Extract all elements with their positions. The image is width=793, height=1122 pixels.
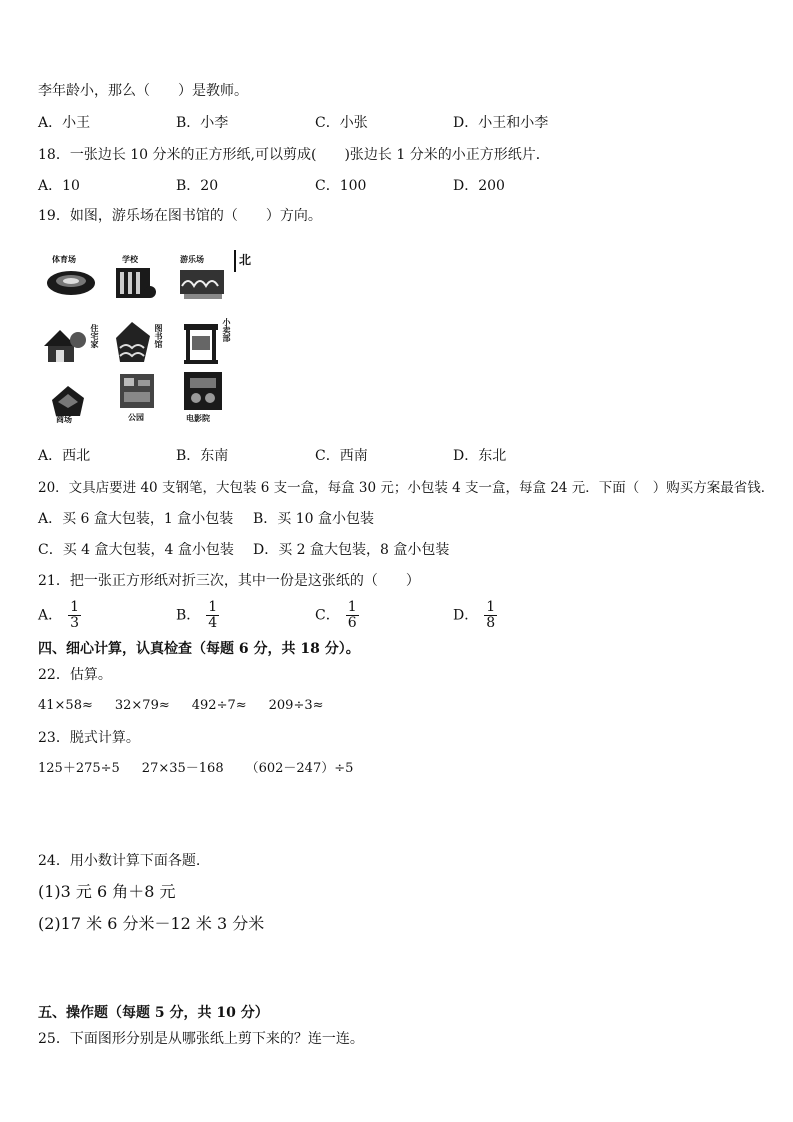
q19-stem: 19．如图，游乐场在图书馆的（ ）方向。 [38, 208, 322, 224]
q20-option-a[interactable]: A．买 6 盒大包装，1 盒小包装 [38, 511, 234, 527]
home-place [40, 316, 110, 378]
q21-option-c[interactable] [315, 600, 359, 631]
q23-item: 125＋275÷5 [38, 761, 120, 776]
q18-option-d[interactable]: D．200 [453, 178, 505, 194]
fraction-one-quarter [206, 600, 219, 631]
fraction-numerator: 1 [70, 599, 80, 615]
q22-item: 492÷7≈ [191, 698, 247, 713]
q17-option-b[interactable]: B．小李 [176, 115, 229, 131]
mall-icon [44, 376, 104, 428]
fraction-one-third [68, 600, 81, 631]
fraction-numerator: 1 [347, 599, 357, 615]
library-place [110, 316, 180, 378]
mall-label: 商场 [56, 415, 72, 424]
q18-option-c[interactable]: C．100 [315, 178, 367, 194]
home-label: 住宅家 [90, 324, 99, 348]
cinema-place [180, 370, 250, 432]
mall-place [44, 376, 114, 438]
q22-item: 41×58≈ [38, 698, 93, 713]
q19-option-a[interactable]: A．西北 [38, 448, 91, 464]
q17-option-d[interactable]: D．小王和小李 [453, 115, 549, 131]
q21-option-d-label: D． [453, 607, 479, 624]
q23-item: 27×35－168 [141, 761, 224, 776]
north-label: 北 [239, 253, 252, 267]
school-label: 学校 [122, 255, 138, 264]
fraction-denominator: 6 [347, 615, 357, 631]
q19-option-d[interactable]: D．东北 [453, 448, 507, 464]
stadium-place [43, 250, 113, 312]
q20-option-c[interactable]: C．买 4 盒大包装，4 盒小包装 [38, 542, 234, 558]
q23-item: （602－247）÷5 [245, 761, 354, 776]
fraction-denominator: 4 [208, 615, 218, 631]
q24-item-1: (1)3 元 6 角＋8 元 [38, 882, 176, 901]
library-label: 图书馆 [154, 324, 163, 348]
q21-option-a-label: A． [38, 607, 63, 624]
q21-option-a[interactable] [38, 600, 81, 631]
q21-stem: 21．把一张正方形纸对折三次，其中一份是这张纸的（ ） [38, 573, 420, 589]
q17-option-a[interactable]: A．小王 [38, 115, 91, 131]
fraction-denominator: 3 [70, 615, 80, 631]
stadium-label: 体育场 [52, 255, 76, 264]
section-5-title: 五、操作题（每题 5 分，共 10 分） [38, 1005, 269, 1021]
q18-option-a[interactable]: A．10 [38, 178, 80, 194]
fraction-one-sixth [346, 600, 359, 631]
q22-item: 209÷3≈ [268, 698, 324, 713]
q17-stem-tail: 李年龄小，那么（ ）是教师。 [38, 83, 248, 99]
q22-items [38, 697, 346, 715]
school-icon [110, 250, 170, 302]
q23-items [38, 760, 375, 778]
shop-label: 小卖部 [222, 318, 231, 342]
q22-item: 32×79≈ [114, 698, 170, 713]
q24-stem: 24．用小数计算下面各题. [38, 853, 201, 869]
q18-stem: 18．一张边长 10 分米的正方形纸,可以剪成( )张边长 1 分米的小正方形纸片． [38, 147, 550, 163]
q18-option-b[interactable]: B．20 [176, 178, 219, 194]
q22-stem: 22．估算。 [38, 667, 112, 683]
shop-place [180, 316, 250, 378]
q21-option-b-label: B． [176, 607, 201, 624]
section-4-title: 四、细心计算，认真检查（每题 6 分，共 18 分）。 [38, 641, 360, 657]
park-place [114, 370, 184, 432]
fraction-denominator: 8 [486, 615, 496, 631]
q19-map [38, 240, 268, 440]
q21-option-d[interactable] [453, 600, 497, 631]
q21-option-b[interactable] [176, 600, 219, 631]
q21-option-c-label: C． [315, 607, 340, 624]
park-icon [114, 370, 174, 422]
park-label: 公园 [128, 413, 144, 422]
q17-option-c[interactable]: C．小张 [315, 115, 368, 131]
q19-option-c[interactable]: C．西南 [315, 448, 368, 464]
north-indicator [231, 248, 261, 272]
amusement-park-label: 游乐场 [180, 255, 204, 264]
q25-stem: 25．下面图形分别是从哪张纸上剪下来的？连一连。 [38, 1031, 364, 1047]
q20-option-d[interactable]: D．买 2 盒大包装，8 盒小包装 [253, 542, 450, 558]
school-place [110, 250, 180, 312]
fraction-numerator: 1 [486, 599, 496, 615]
fraction-numerator: 1 [208, 599, 218, 615]
q23-stem: 23．脱式计算。 [38, 730, 140, 746]
shop-icon [180, 316, 240, 368]
q20-option-b[interactable]: B．买 10 盒小包装 [253, 511, 375, 527]
fraction-one-eighth [484, 600, 497, 631]
q20-stem: 20．文具店要进 40 支钢笔，大包装 6 支一盒，每盒 30 元；小包装 4 支一盒，每盒 24 元．下面（ ）购买方案最省钱． [38, 480, 775, 496]
q24-item-2: (2)17 米 6 分米－12 米 3 分米 [38, 914, 265, 933]
q19-option-b[interactable]: B．东南 [176, 448, 229, 464]
cinema-label: 电影院 [186, 414, 210, 423]
